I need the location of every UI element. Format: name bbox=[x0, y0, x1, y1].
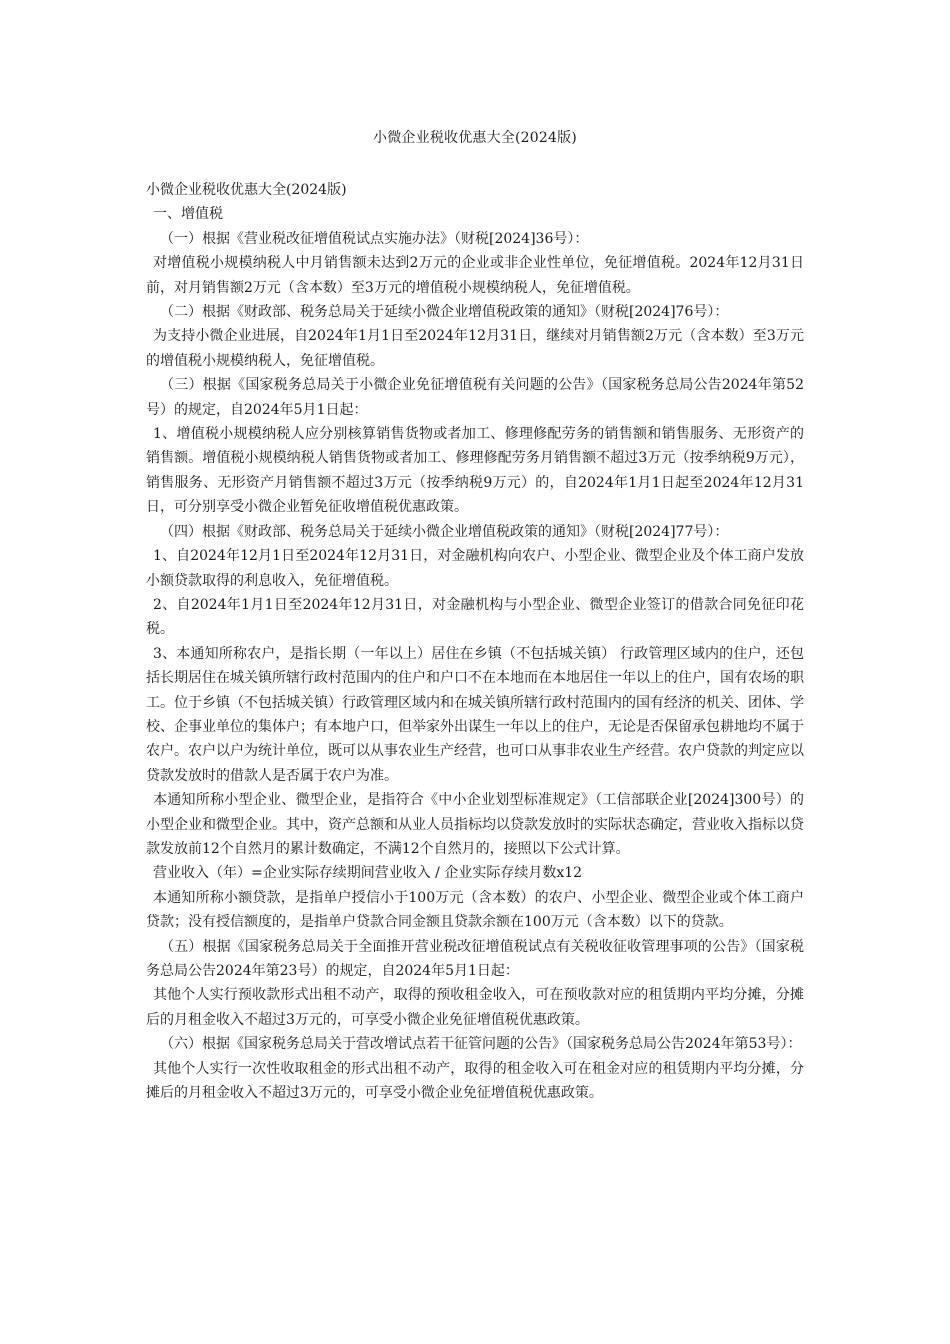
paragraph: 本通知所称小型企业、微型企业，是指符合《中小企业划型标准规定》（工信部联企业[2024]300号）的小型企业和微型企业。其中，资产总额和从业人员指标均以贷款发放时的实际状态确定，营业收入指标以贷款发放前12个自然月的累计数确定，不满12个自然月的，接照以下公式计算。 bbox=[146, 792, 804, 857]
paragraph: 2、自2024年1月1日至2024年12月31日，对金融机构与小型企业、微型企业签订的借款合同免征印花税。 bbox=[146, 596, 804, 638]
paragraph: （五）根据《国家税务总局关于全面推开营业税改征增值税试点有关税收征收管理事项的公告》（国家税务总局公告2024年第23号）的规定，自2024年5月1日起： bbox=[146, 938, 804, 979]
paragraph: 其他个人实行预收款形式出租不动产，取得的预收租金收入，可在预收款对应的租赁期内平均分摊，分摊后的月租金收入不超过3万元的，可享受小微企业免征增值税优惠政策。 bbox=[146, 987, 804, 1028]
paragraph: （四）根据《财政部、税务总局关于延续小微企业增值税政策的通知》（财税[2024]77号）： bbox=[160, 523, 729, 540]
paragraph: （二）根据《财政部、税务总局关于延续小微企业增值税政策的通知》（财税[2024]76号）： bbox=[160, 304, 729, 321]
paragraph: （六）根据《国家税务总局关于营改增试点若干征管问题的公告》（国家税务总局公告2024年第53号）： bbox=[160, 1036, 802, 1053]
paragraph-heading: 小微企业税收优惠大全(2024版) bbox=[146, 182, 347, 198]
paragraph: 1、增值税小规模纳税人应分别核算销售货物或者加工、修理修配劳务的销售额和销售服务、无形资产的销售额。增值税小规模纳税人销售货物或者加工、修理修配劳务月销售额不超过3万元（按季纳税9万元），销售服务、无形资产月销售额不超过3万元（按季纳税9万元）的，自2024年1月1日起至2024年12月31日，可分别享受小微企业暂免征收增值税优惠政策。 bbox=[146, 426, 804, 516]
formula-line: 营业收入（年）=企业实际存续期间营业收入 / 企业实际存续月数x12 bbox=[153, 865, 583, 882]
paragraph: 其他个人实行一次性收取租金的形式出租不动产，取得的租金收入可在租金对应的租赁期内平均分摊，分摊后的月租金收入不超过3万元的，可享受小微企业免征增值税优惠政策。 bbox=[146, 1060, 804, 1102]
document-title: 小微企业税收优惠大全(2024版) bbox=[373, 130, 577, 146]
paragraph: （一）根据《营业税改征增值税试点实施办法》（财税[2024]36号）： bbox=[160, 230, 589, 247]
paragraph: 1、自2024年12月1日至2024年12月31日，对金融机构向农户、小型企业、微型企业及个体工商户发放小额贷款取得的利息收入，免征增值税。 bbox=[146, 548, 804, 589]
document-body bbox=[146, 178, 804, 1105]
paragraph: 3、本通知所称农户，是指长期（一年以上）居住在乡镇（不包括城关镇） 行政管理区域内的住户，还包括长期居住在城关镇所辖行政村范围内的住户和户口不在本地而在本地居住一年以上的住户，国有农场的职工。位于乡镇（不包括城关镇）行政管理区域内和在城关镇所辖行政村范围内的国有经济的机关、团体、学校、企事业单位的集体户；有本地户口，但举家外出谋生一年以上的住户，无论是否保留承包耕地均不属于农户。农户以户为统计单位，既可以从事农业生产经营，也可口从事非农业生产经营。农户贷款的判定应以贷款发放时的借款人是否属于农户为准。 bbox=[146, 645, 804, 784]
paragraph: （三）根据《国家税务总局关于小微企业免征增值税有关问题的公告》（国家税务总局公告2024年第52号）的规定，自2024年5月1日起： bbox=[146, 377, 804, 418]
paragraph: 对增值税小规模纳税人中月销售额未达到2万元的企业或非企业性单位，免征增值税。2024年12月31日前，对月销售额2万元（含本数）至3万元的增值税小规模纳税人，免征增值税。 bbox=[146, 255, 804, 296]
section-heading-vat: 一、增值税 bbox=[153, 206, 223, 223]
paragraph: 本通知所称小额贷款，是指单户授信小于100万元（含本数）的农户、小型企业、微型企业或个体工商户贷款；没有授信额度的，是指单户贷款合同金额且贷款余额在100万元（含本数）以下的贷款。 bbox=[146, 889, 804, 931]
paragraph: 为支持小微企业进展，自2024年1月1日至2024年12月31日，继续对月销售额2万元（含本数）至3万元的增值税小规模纳税人，免征增值税。 bbox=[146, 328, 804, 369]
